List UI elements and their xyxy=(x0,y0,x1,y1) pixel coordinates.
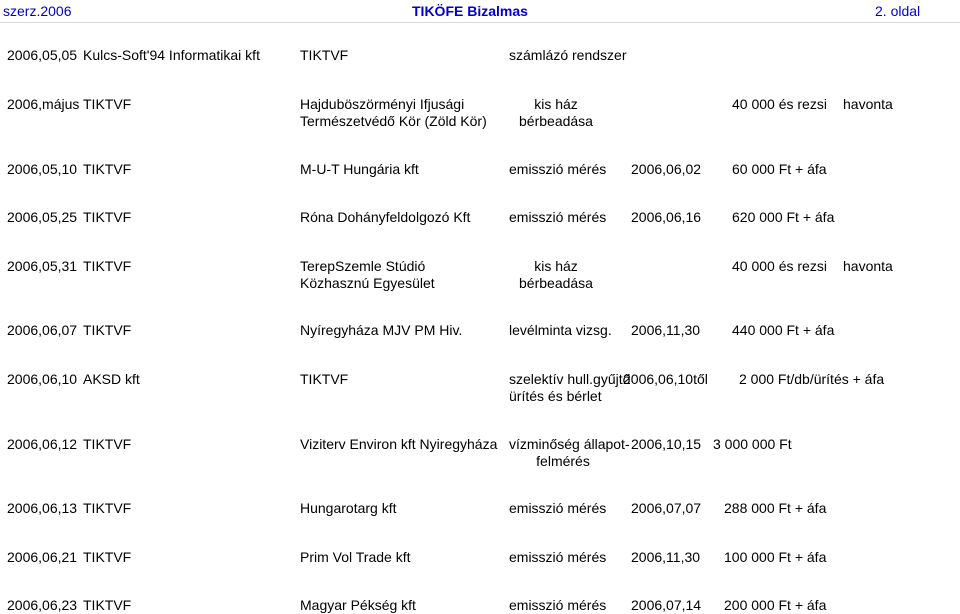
row-party: TIKTVF xyxy=(83,209,132,225)
header-title: TIKÖFE Bizalmas xyxy=(412,3,528,19)
row-date: 2006,06,23 xyxy=(7,597,78,613)
row-deadline: 2006,11,30 xyxy=(631,322,701,338)
row-party: TIKTVF xyxy=(83,322,132,338)
row-partner: Róna Dohányfeldolgozó Kft xyxy=(300,209,471,225)
row-party: TIKTVF xyxy=(83,161,132,177)
row-partner: Hungarotarg kft xyxy=(300,500,397,516)
row-date: 2006,06,21 xyxy=(7,549,78,565)
row-subject-line: vízminőség állapot- xyxy=(509,436,630,452)
row-amount: 3 000 000 Ft xyxy=(713,436,792,452)
row-partner: Prim Vol Trade kft xyxy=(300,549,411,565)
header-page-number: 2. oldal xyxy=(875,3,921,19)
row-subject-line: kis ház xyxy=(534,258,578,274)
row-deadline: 2006,11,30 xyxy=(631,549,701,565)
row-subject xyxy=(509,96,603,130)
row-party: TIKTVF xyxy=(83,96,132,112)
row-subject-line: ürítés és bérlet xyxy=(509,388,602,404)
row-party: TIKTVF xyxy=(83,597,132,613)
row-date: 2006,06,07 xyxy=(7,322,78,338)
row-amount: 200 000 Ft + áfa xyxy=(724,597,827,613)
row-party: Kulcs-Soft'94 Informatikai kft xyxy=(83,47,260,63)
row-deadline: 2006,06,10től xyxy=(623,371,708,387)
row-date: 2006,május xyxy=(7,96,80,112)
row-amount: 288 000 Ft + áfa xyxy=(724,500,827,516)
row-date: 2006,06,10 xyxy=(7,371,78,387)
row-amount: 100 000 Ft + áfa xyxy=(724,549,827,565)
row-partner xyxy=(300,258,435,292)
row-partner: M-U-T Hungária kft xyxy=(300,161,419,177)
row-subject-line: szelektív hull.gyűjtő xyxy=(509,371,631,387)
row-partner: TIKTVF xyxy=(300,371,349,387)
row-amount: 60 000 Ft + áfa xyxy=(732,161,827,177)
row-deadline: 2006,07,07 xyxy=(631,500,702,516)
row-subject: emisszió mérés xyxy=(509,209,607,225)
row-amount: 440 000 Ft + áfa xyxy=(732,322,835,338)
row-subject-line: felmérés xyxy=(536,453,590,469)
row-partner-line: Természetvédő Kör (Zöld Kör) xyxy=(300,113,487,129)
row-subject-line: kis ház xyxy=(534,96,578,112)
row-date: 2006,05,05 xyxy=(7,47,78,63)
header-date: szerz.2006 xyxy=(3,3,72,19)
row-subject: számlázó rendszer xyxy=(509,47,627,63)
row-subject: emisszió mérés xyxy=(509,161,607,177)
row-subject: emisszió mérés xyxy=(509,549,607,565)
row-date: 2006,06,13 xyxy=(7,500,78,516)
row-party: AKSD kft xyxy=(83,371,140,387)
row-amount: 2 000 Ft/db/ürítés + áfa xyxy=(739,371,885,387)
row-partner: Magyar Pékség kft xyxy=(300,597,416,613)
row-date: 2006,05,10 xyxy=(7,161,78,177)
row-date: 2006,05,25 xyxy=(7,209,78,225)
row-subject-line: bérbeadása xyxy=(519,113,593,129)
row-party: TIKTVF xyxy=(83,436,132,452)
row-period: havonta xyxy=(843,96,893,112)
row-party: TIKTVF xyxy=(83,500,132,516)
row-partner-line: Hajduböszörményi Ifjusági xyxy=(300,96,465,112)
row-party: TIKTVF xyxy=(83,549,132,565)
row-date: 2006,06,12 xyxy=(7,436,78,452)
row-subject: emisszió mérés xyxy=(509,500,607,516)
row-deadline: 2006,07,14 xyxy=(631,597,702,613)
row-partner xyxy=(300,96,487,130)
row-deadline: 2006,10,15 xyxy=(631,436,702,452)
row-partner-line: Közhasznú Egyesület xyxy=(300,275,435,291)
row-subject-line: bérbeadása xyxy=(519,275,593,291)
row-party: TIKTVF xyxy=(83,258,132,274)
row-subject xyxy=(509,436,630,470)
row-partner: TIKTVF xyxy=(300,47,349,63)
row-amount: 40 000 és rezsi xyxy=(732,96,827,112)
row-subject xyxy=(509,258,603,292)
row-subject: levélminta vizsg. xyxy=(509,322,612,338)
row-subject xyxy=(509,371,630,405)
row-amount: 620 000 Ft + áfa xyxy=(732,209,835,225)
row-deadline: 2006,06,02 xyxy=(631,161,702,177)
row-amount: 40 000 és rezsi xyxy=(732,258,827,274)
row-partner-line: TerepSzemle Stúdió xyxy=(300,258,426,274)
row-subject: emisszió mérés xyxy=(509,597,607,613)
header-divider xyxy=(0,22,960,23)
row-date: 2006,05,31 xyxy=(7,258,78,274)
row-period: havonta xyxy=(843,258,893,274)
row-partner: Viziterv Environ kft Nyiregyháza xyxy=(300,436,498,452)
row-partner: Nyíregyháza MJV PM Hiv. xyxy=(300,322,463,338)
row-deadline: 2006,06,16 xyxy=(631,209,702,225)
